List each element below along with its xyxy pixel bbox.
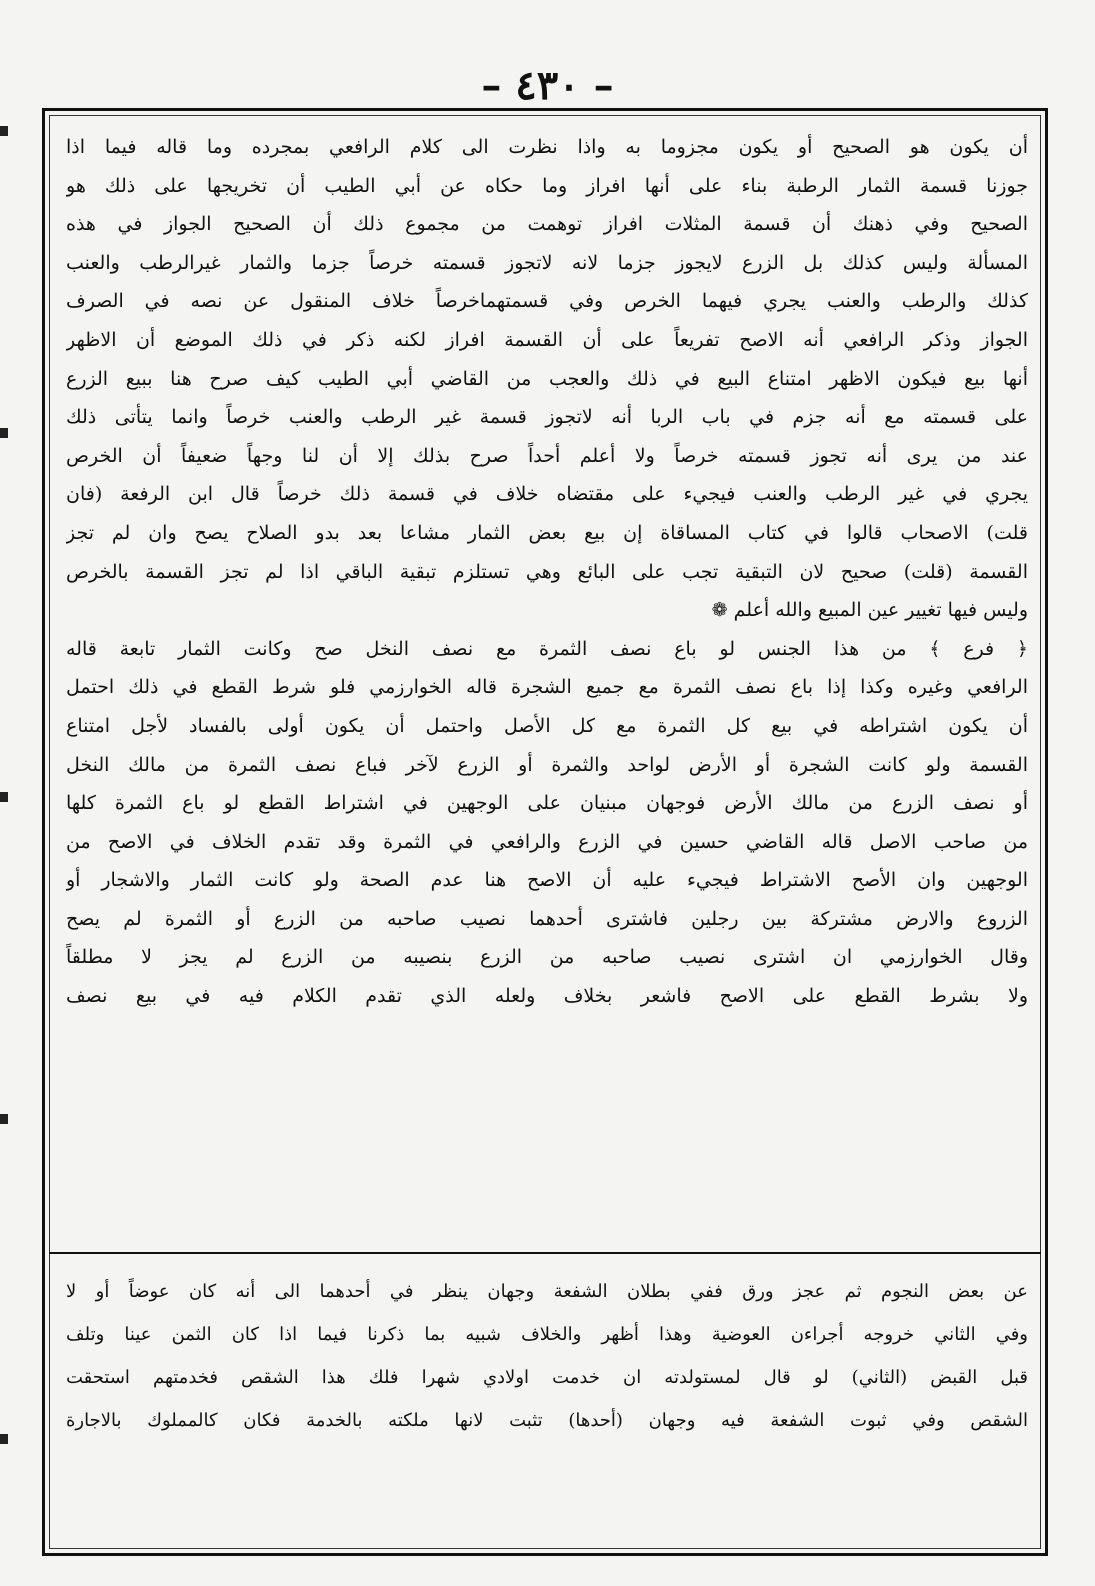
text-line: من صاحب الاصل قاله القاضي حسين في الزرع والرافعي في الثمرة وقد تقدم الخلاف في الاصح من — [66, 830, 1028, 853]
text-line: الصحيح وفي ذهنك أن قسمة المثلات افراز توهمت من مجموع ذلك أن الصحيح الجواز في هذه — [66, 213, 1028, 236]
text-line: وقال الخوارزمي ان اشترى نصيب صاحبه من الزرع بنصيبه من الزرع لم يجز لا مطلقاً — [66, 946, 1028, 969]
text-line: أن يكون اشتراطه في بيع كل الثمرة مع كل الأصل واحتمل أن يكون أولى بالفساد لأجل امتناع — [66, 714, 1028, 737]
text-line: يجري في غير الرطب والعنب فيجيء على مقتضاه خلاف في قسمة ذلك خرصاً قال ابن الرفعة (فان — [66, 483, 1028, 506]
text-line: أو نصف الزرع من مالك الأرض فوجهان مبنيان على الوجهين في اشتراط القطع لو باع الثمرة كلها — [66, 792, 1028, 815]
text-line: الوجهين وان الأصح الاشتراط فيجيء عليه أن الاصح هنا عدم الصحة ولو كانت الثمار والاشجار أو — [66, 869, 1028, 892]
footnote-line: وفي الثاني خروجه أجراءن العوضية وهذا أظهر والخلاف شبيه بما ذكرنا فيما اذا كان الثمن عينا وتلف — [66, 1324, 1028, 1345]
text-line: الجواز وذكر الرافعي أنه الاصح تفريعاً على أن القسمة افراز لكنه ذكر في ذلك الموضع أن الاظهر — [66, 328, 1028, 351]
footnote-text — [66, 1270, 1028, 1442]
main-text — [66, 128, 1028, 1016]
text-line: ﴿ فرع ﴾ من هذا الجنس لو باع نصف الثمرة مع نصف النخل صح وكانت الثمار تابعة قاله — [66, 637, 1028, 660]
text-line: وليس فيها تغيير عين المبيع والله أعلم ❁ — [711, 599, 1028, 622]
footnote-line: عن بعض النجوم ثم عجز ورق ففي بطلان الشفعة وجهان ينظر في أحدهما الى أنه كان عوضاً أو لا — [66, 1281, 1028, 1302]
text-line: جوزنا قسمة الثمار الرطبة بناء على أنها افراز وما حكاه عن أبي الطيب أن تخريجها على ذلك هو — [66, 174, 1028, 197]
text-line: أن يكون هو الصحيح أو يكون مجزوما به واذا نظرت الى كلام الرافعي بمجرده وما قاله فيما اذا — [66, 136, 1028, 158]
text-line: أنها بيع فيكون الاظهر امتناع البيع في ذلك والعجب من القاضي أبي الطيب كيف صرح هنا ببيع الزرع — [66, 367, 1028, 390]
footnote-divider — [49, 1252, 1041, 1254]
text-line: على قسمته مع أنه جزم في باب الربا أنه لاتجوز قسمة غير الرطب والعنب خرصاً وانما يتأتى ذلك — [66, 406, 1028, 429]
footnote-line: الشقص وفي ثبوت الشفعة فيه وجهان (أحدها) تثبت لانها ملكته بالخدمة فكان كالمملوك بالاجارة — [66, 1410, 1028, 1431]
text-line: القسمة ولو كانت الشجرة أو الأرض لواحد والثمرة أو الزرع لآخر فباع نصف الثمرة من مالك النخل — [66, 753, 1028, 776]
margin-mark — [0, 1434, 8, 1444]
text-line: الزروع والارض مشتركة بين رجلين فاشترى أحدهما نصيب صاحبه من الزرع أو الثمرة لم يصح — [66, 907, 1028, 930]
margin-mark — [0, 428, 8, 438]
margin-mark — [0, 126, 8, 136]
text-line: المسألة وليس كذلك بل الزرع لايجوز جزما لانه لاتجوز قسمته خرصاً جزما والثمار غيرالرطب والعنب — [66, 251, 1028, 274]
page-number: – ٤٣٠ – — [481, 62, 614, 109]
text-line: ولا بشرط القطع على الاصح فاشعر بخلاف ولعله الذي تقدم الكلام فيه في بيع نصف — [66, 985, 1028, 1008]
text-line: قلت) الاصحاب قالوا في كتاب المساقاة إن بيع بعض الثمار مشاعا بعد بدو الصلاح يصح وان لم تجز — [66, 521, 1028, 544]
footnote-line: قبل القبض (الثاني) لو قال لمستولدته ان خدمت اولادي شهرا فلك هذا الشقص فخدمتهم استحقت — [66, 1367, 1028, 1388]
margin-mark — [0, 1114, 8, 1124]
margin-mark — [0, 792, 8, 802]
text-line: كذلك والرطب والعنب يجري فيهما الخرص وفي قسمتهماخرصاً خلاف المنقول عن نصه في الصرف — [66, 290, 1028, 313]
text-line: عند من يرى أنه تجوز قسمته خرصاً ولا أعلم أحداً صرح بذلك إلا أن لنا وجهاً ضعيفاً أن الخرص — [66, 444, 1028, 467]
text-line: الرافعي وغيره وكذا إذا باع نصف الثمرة مع جميع الشجرة قاله الخوارزمي فلو شرط القطع في ذلك احتمل — [66, 676, 1028, 699]
text-line: القسمة (قلت) صحيح لان التبقية تجب على البائع وهي تستلزم تبقية الباقي اذا لم تجز القسمة بالخرص — [66, 560, 1028, 583]
